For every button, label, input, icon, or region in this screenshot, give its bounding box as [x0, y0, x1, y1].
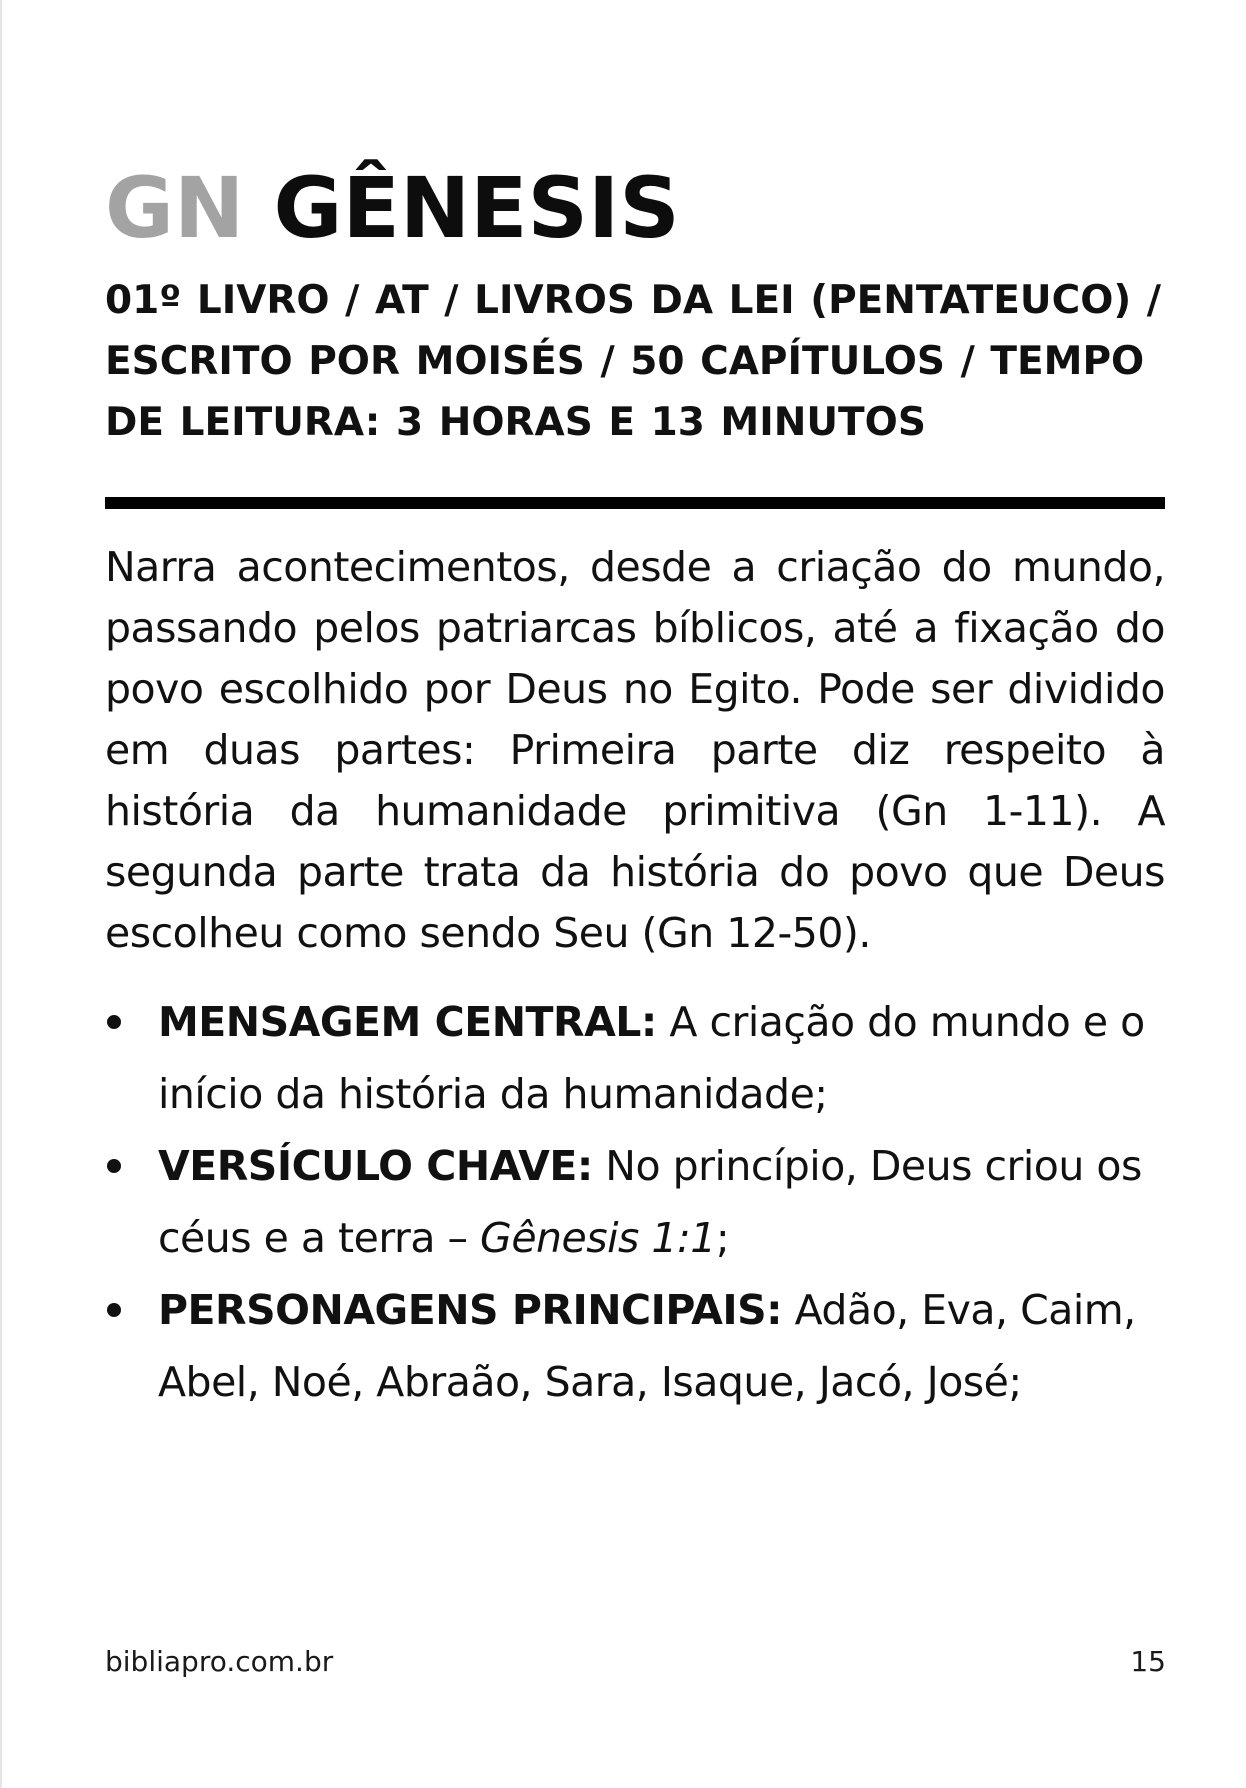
bullet-icon: [107, 1159, 121, 1173]
list-item-key-verse: [105, 1130, 1165, 1274]
book-facts-list: [105, 986, 1165, 1418]
book-metadata: 01º LIVRO / AT / LIVROS DA LEI (PENTATEUCO) / ESCRITO POR MOISÉS / 50 CAPÍTULOS / TEMPO DE LEITURA: 3 HORAS E 13 MINUTOS: [105, 278, 1161, 445]
key-verse-label: VERSÍCULO CHAVE:: [158, 1142, 593, 1190]
bullet-icon: [107, 1303, 121, 1317]
book-abbreviation: GN: [105, 159, 245, 257]
book-name: GÊNESIS: [273, 159, 680, 257]
list-item-central-message: [105, 986, 1165, 1130]
key-verse-suffix: ;: [715, 1214, 730, 1262]
key-verse-text: No princípio, Deus criou os céus e a terra –: [158, 1142, 1142, 1262]
page-content: [105, 160, 1165, 1418]
divider-rule: [105, 497, 1165, 509]
list-item-main-characters: [105, 1274, 1165, 1418]
book-description: Narra acontecimentos, desde a criação do mundo, passando pelos patriarcas bíblicos, até a fixação do povo escolhido por Deus no Egito. Pode ser dividido em duas partes: Primeira parte diz respeito à história da humanidade primitiva (Gn 1-11). A segunda parte trata da história do povo que Deus escolheu como sendo Seu (Gn 12-50).: [105, 543, 1165, 957]
central-message-text: A criação do mundo e o início da história da humanidade;: [158, 998, 1145, 1118]
main-characters-text: Adão, Eva, Caim, Abel, Noé, Abraão, Sara, Isaque, Jacó, José;: [158, 1286, 1136, 1406]
book-title: [105, 160, 1165, 256]
bullet-icon: [107, 1015, 121, 1029]
page-number: 15: [1130, 1645, 1166, 1678]
key-verse-reference: Gênesis 1:1: [480, 1214, 716, 1262]
main-characters-label: PERSONAGENS PRINCIPAIS:: [158, 1286, 783, 1334]
central-message-label: MENSAGEM CENTRAL:: [158, 998, 657, 1046]
footer-website: bibliapro.com.br: [105, 1645, 334, 1678]
